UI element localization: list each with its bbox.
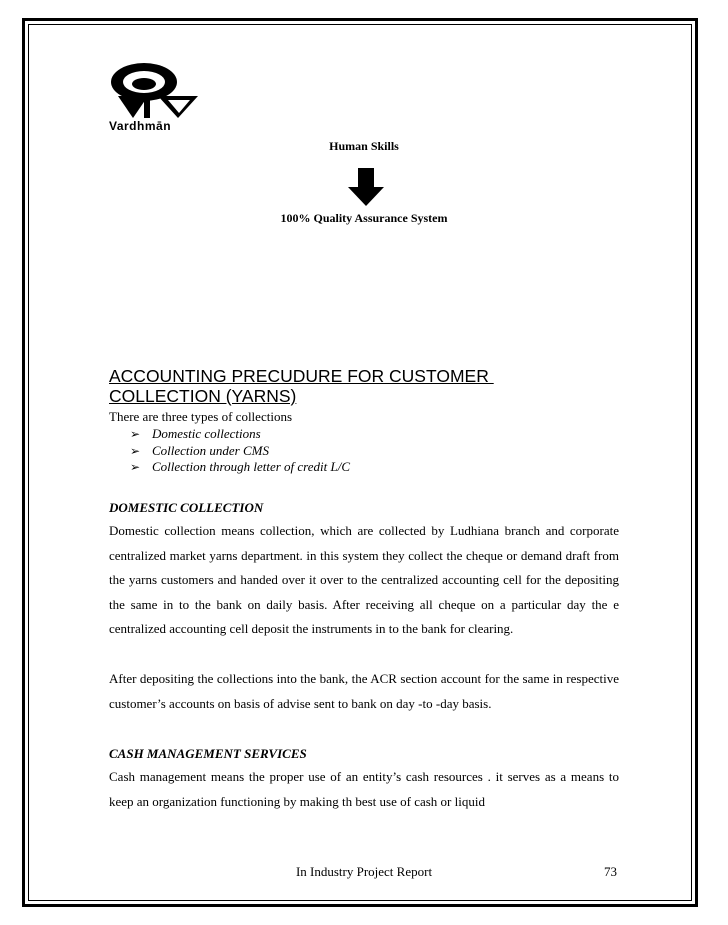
section-heading [109, 366, 629, 406]
page-number: 73 [604, 864, 617, 879]
logo-wordmark: Vardhmān [109, 119, 172, 133]
heading-line-1: ACCOUNTING PRECUDURE FOR CUSTOMER [109, 366, 494, 386]
down-arrow-icon [346, 168, 386, 206]
list-item: ➢ Collection under CMS [130, 442, 269, 458]
arrow-bullet-icon: ➢ [130, 443, 141, 458]
domestic-collection-title: DOMESTIC COLLECTION [109, 500, 264, 515]
quality-assurance-label: 100% Quality Assurance System [280, 211, 448, 225]
list-item: ➢ Domestic collections [130, 426, 261, 441]
footer-report-title: In Industry Project Report [295, 864, 433, 879]
collections-list [130, 426, 350, 476]
heading-line-2: COLLECTION (YARNS) [109, 386, 297, 406]
arrow-bullet-icon: ➢ [130, 460, 141, 474]
acr-section-paragraph: After depositing the collections into the bank, the ACR section account for the same in respective customer’s accounts on basis of advise sent to bank on day -to -day basis. [109, 671, 619, 711]
arrow-bullet-icon: ➢ [130, 427, 141, 441]
domestic-collection-paragraph: Domestic collection means collection, which are collected by Ludhiana branch and corporate centralized market yarns department. in this system they collect the cheque or demand draft from the yarns customers and handed over it over to the centralized accounting cell for the depositing the same in to the bank on daily basis. After receiving all cheque on a particular day the e centralized accounting cell deposit the instruments in to the bank for clearing. [109, 523, 619, 636]
human-skills-label: Human Skills [329, 139, 399, 153]
list-item: ➢ Collection through letter of credit L/C [130, 459, 350, 474]
collections-intro: There are three types of collections [109, 409, 292, 424]
cash-management-title: CASH MANAGEMENT SERVICES [109, 746, 307, 761]
cash-management-paragraph: Cash management means the proper use of an entity’s cash resources . it serves as a means to keep an organization functioning by making th best use of cash or liquid [109, 769, 619, 809]
